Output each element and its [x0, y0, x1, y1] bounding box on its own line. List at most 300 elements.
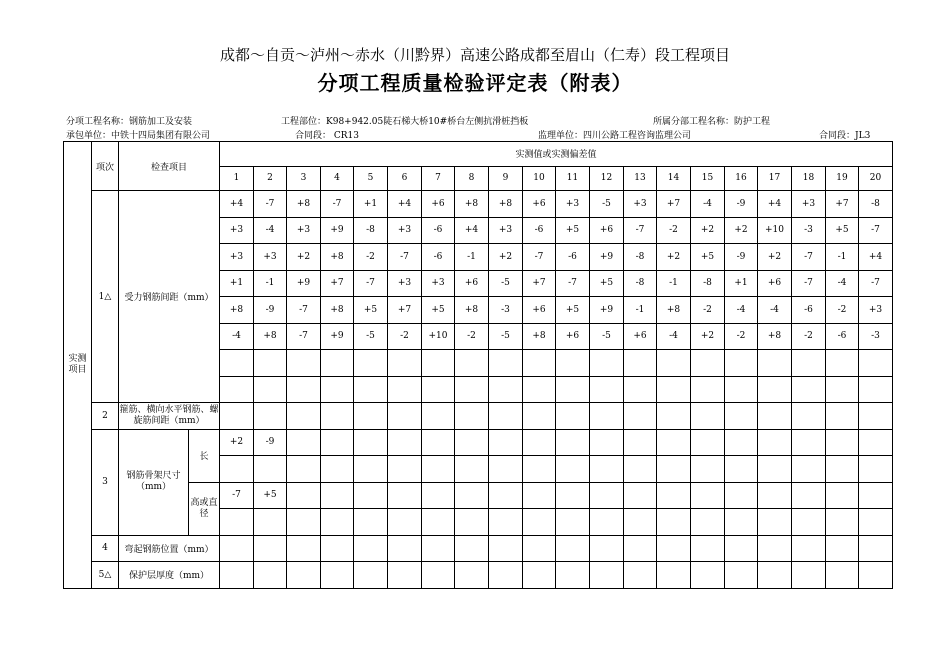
measured-value: +1 — [354, 191, 388, 218]
measured-value: -5 — [590, 323, 624, 350]
measured-value: -3 — [859, 323, 893, 350]
measured-value: +8 — [220, 297, 254, 324]
empty-cell — [826, 482, 859, 509]
empty-cell — [624, 535, 657, 562]
empty-cell — [455, 535, 489, 562]
column-number: 12 — [590, 166, 624, 191]
measured-value: -1 — [657, 270, 691, 297]
measured-value: -1 — [455, 244, 489, 271]
empty-cell — [556, 456, 590, 483]
empty-cell — [725, 482, 758, 509]
empty-cell — [624, 403, 657, 430]
measured-value: +9 — [590, 244, 624, 271]
empty-cell — [220, 509, 254, 536]
empty-cell — [657, 376, 691, 403]
empty-cell — [657, 429, 691, 456]
empty-cell — [287, 535, 321, 562]
measured-value: +2 — [220, 429, 254, 456]
empty-cell — [254, 350, 287, 377]
empty-cell — [422, 482, 455, 509]
empty-cell — [691, 482, 725, 509]
measured-value: +8 — [657, 297, 691, 324]
empty-cell — [287, 429, 321, 456]
column-number: 17 — [758, 166, 792, 191]
empty-cell — [859, 535, 893, 562]
measured-value: +8 — [287, 191, 321, 218]
measured-value: -6 — [792, 297, 826, 324]
empty-cell — [657, 403, 691, 430]
measured-value: +7 — [388, 297, 422, 324]
column-number: 10 — [523, 166, 556, 191]
sub-item-length: 长 — [189, 429, 220, 482]
empty-cell — [590, 376, 624, 403]
empty-cell — [624, 350, 657, 377]
empty-cell — [657, 350, 691, 377]
measured-value: +2 — [657, 244, 691, 271]
empty-cell — [455, 482, 489, 509]
empty-cell — [859, 482, 893, 509]
measured-value: +2 — [691, 217, 725, 244]
measured-value: -4 — [826, 270, 859, 297]
empty-cell — [254, 376, 287, 403]
empty-cell — [354, 562, 388, 589]
empty-cell — [624, 562, 657, 589]
measured-value: -9 — [725, 191, 758, 218]
empty-cell — [455, 403, 489, 430]
empty-cell — [523, 350, 556, 377]
measured-value: +3 — [220, 217, 254, 244]
empty-cell — [792, 350, 826, 377]
empty-cell — [489, 456, 523, 483]
empty-cell — [590, 562, 624, 589]
check-item-name: 受力钢筋间距（mm） — [119, 191, 220, 403]
empty-cell — [556, 403, 590, 430]
empty-cell — [590, 482, 624, 509]
empty-cell — [321, 509, 354, 536]
measured-value: -2 — [826, 297, 859, 324]
item-no: 1△ — [92, 191, 119, 403]
measured-value: -4 — [758, 297, 792, 324]
empty-cell — [725, 509, 758, 536]
measured-value: -7 — [859, 270, 893, 297]
measured-value: +4 — [859, 244, 893, 271]
empty-cell — [287, 562, 321, 589]
empty-cell — [859, 350, 893, 377]
measured-value: +5 — [254, 482, 287, 509]
measured-value: -9 — [725, 244, 758, 271]
measured-value: -4 — [725, 297, 758, 324]
empty-cell — [220, 456, 254, 483]
empty-cell — [354, 350, 388, 377]
empty-cell — [254, 509, 287, 536]
empty-cell — [455, 562, 489, 589]
empty-cell — [422, 562, 455, 589]
check-item-name: 箍筋、横向水平钢筋、螺旋筋间距（mm） — [119, 403, 220, 430]
measured-value: +8 — [321, 244, 354, 271]
measured-value: -7 — [556, 270, 590, 297]
measured-value: +7 — [657, 191, 691, 218]
empty-cell — [388, 456, 422, 483]
column-number: 2 — [254, 166, 287, 191]
measured-value: +3 — [489, 217, 523, 244]
measured-value: -5 — [489, 270, 523, 297]
empty-cell — [523, 535, 556, 562]
measured-value: +3 — [220, 244, 254, 271]
empty-cell — [657, 535, 691, 562]
empty-cell — [725, 429, 758, 456]
empty-cell — [220, 562, 254, 589]
empty-cell — [354, 429, 388, 456]
measured-value: +3 — [388, 217, 422, 244]
empty-cell — [220, 403, 254, 430]
measured-value: -5 — [590, 191, 624, 218]
empty-cell — [657, 456, 691, 483]
empty-cell — [691, 350, 725, 377]
measured-value: +6 — [590, 217, 624, 244]
column-number: 6 — [388, 166, 422, 191]
measured-value: -7 — [792, 244, 826, 271]
check-item-name: 保护层厚度（mm） — [119, 562, 220, 589]
empty-cell — [758, 376, 792, 403]
measured-value: +7 — [826, 191, 859, 218]
empty-cell — [354, 482, 388, 509]
empty-cell — [287, 509, 321, 536]
empty-cell — [489, 403, 523, 430]
measured-value: +2 — [287, 244, 321, 271]
measured-value: +3 — [287, 217, 321, 244]
measured-value: +8 — [321, 297, 354, 324]
measured-value: +3 — [388, 270, 422, 297]
subitem-name: 分项工程名称：钢筋加工及安装 — [66, 117, 193, 127]
empty-cell — [826, 562, 859, 589]
measured-value: +4 — [758, 191, 792, 218]
measured-value: -2 — [455, 323, 489, 350]
measured-value: -6 — [422, 244, 455, 271]
form-title: 分项工程质量检验评定表（附表） — [317, 71, 633, 95]
measured-value: +6 — [523, 191, 556, 218]
measured-value: +9 — [590, 297, 624, 324]
column-number: 20 — [859, 166, 893, 191]
measured-value: -9 — [254, 429, 287, 456]
empty-cell — [321, 429, 354, 456]
empty-cell — [590, 403, 624, 430]
measured-value: -8 — [354, 217, 388, 244]
empty-cell — [859, 509, 893, 536]
empty-cell — [556, 376, 590, 403]
measured-value: +3 — [624, 191, 657, 218]
column-number: 16 — [725, 166, 758, 191]
measured-value: -7 — [321, 191, 354, 218]
division-name: 所属分部工程名称：防护工程 — [653, 117, 771, 127]
empty-cell — [826, 456, 859, 483]
empty-cell — [859, 376, 893, 403]
measured-value: -7 — [254, 191, 287, 218]
measured-value: -4 — [657, 323, 691, 350]
measured-value: -7 — [523, 244, 556, 271]
column-number: 5 — [354, 166, 388, 191]
empty-cell — [422, 456, 455, 483]
measured-value: +6 — [758, 270, 792, 297]
empty-cell — [354, 535, 388, 562]
empty-cell — [556, 429, 590, 456]
item-no: 2 — [92, 403, 119, 430]
empty-cell — [489, 482, 523, 509]
empty-cell — [758, 429, 792, 456]
column-number: 3 — [287, 166, 321, 191]
empty-cell — [287, 350, 321, 377]
measured-value: -7 — [388, 244, 422, 271]
project-title: 成都～自贡～泸州～赤水（川黔界）高速公路成都至眉山（仁寿）段工程项目 — [219, 46, 730, 64]
empty-cell — [657, 562, 691, 589]
empty-cell — [321, 376, 354, 403]
measured-value: +4 — [388, 191, 422, 218]
column-number: 7 — [422, 166, 455, 191]
measured-value: +9 — [287, 270, 321, 297]
measured-value: +5 — [826, 217, 859, 244]
empty-cell — [388, 562, 422, 589]
measured-value: +8 — [455, 191, 489, 218]
empty-cell — [826, 350, 859, 377]
measured-value: -7 — [220, 482, 254, 509]
empty-cell — [826, 376, 859, 403]
item-no: 4 — [92, 535, 119, 562]
measured-value: -9 — [254, 297, 287, 324]
empty-cell — [388, 535, 422, 562]
empty-cell — [556, 509, 590, 536]
group-label: 实测 项目 — [64, 142, 92, 589]
measured-value: +9 — [321, 217, 354, 244]
measured-value: -7 — [859, 217, 893, 244]
empty-cell — [556, 350, 590, 377]
measured-value: +5 — [691, 244, 725, 271]
empty-cell — [792, 562, 826, 589]
empty-cell — [590, 456, 624, 483]
measured-value: -7 — [287, 297, 321, 324]
measured-value: -4 — [691, 191, 725, 218]
item-no-header: 项次 — [92, 142, 119, 191]
empty-cell — [523, 482, 556, 509]
measured-value: +5 — [556, 297, 590, 324]
empty-cell — [758, 482, 792, 509]
empty-cell — [422, 403, 455, 430]
empty-cell — [422, 376, 455, 403]
empty-cell — [287, 482, 321, 509]
measured-value: +6 — [556, 323, 590, 350]
empty-cell — [321, 482, 354, 509]
measured-value: -2 — [657, 217, 691, 244]
empty-cell — [792, 376, 826, 403]
inspection-table — [63, 141, 893, 589]
empty-cell — [758, 456, 792, 483]
measured-value: +4 — [220, 191, 254, 218]
empty-cell — [489, 376, 523, 403]
measured-value: -7 — [624, 217, 657, 244]
measured-value: -2 — [725, 323, 758, 350]
measured-value: -2 — [354, 244, 388, 271]
measured-value: -2 — [388, 323, 422, 350]
measured-value: -8 — [859, 191, 893, 218]
empty-cell — [590, 509, 624, 536]
measured-value: -7 — [354, 270, 388, 297]
empty-cell — [691, 562, 725, 589]
check-item-name: 弯起钢筋位置（mm） — [119, 535, 220, 562]
measured-value: +2 — [691, 323, 725, 350]
measured-value: -6 — [826, 323, 859, 350]
empty-cell — [725, 535, 758, 562]
empty-cell — [254, 562, 287, 589]
measured-value: -2 — [691, 297, 725, 324]
empty-cell — [792, 456, 826, 483]
empty-cell — [826, 509, 859, 536]
empty-cell — [792, 403, 826, 430]
empty-cell — [826, 429, 859, 456]
empty-cell — [691, 429, 725, 456]
empty-cell — [321, 350, 354, 377]
empty-cell — [422, 509, 455, 536]
item-no: 3 — [92, 429, 119, 535]
measured-value: +2 — [725, 217, 758, 244]
empty-cell — [455, 376, 489, 403]
empty-cell — [254, 456, 287, 483]
measured-value: +8 — [489, 191, 523, 218]
measured-value: +8 — [523, 323, 556, 350]
empty-cell — [388, 350, 422, 377]
measured-value: +3 — [422, 270, 455, 297]
empty-cell — [758, 403, 792, 430]
empty-cell — [859, 429, 893, 456]
empty-cell — [624, 509, 657, 536]
empty-cell — [388, 429, 422, 456]
column-number: 19 — [826, 166, 859, 191]
empty-cell — [388, 403, 422, 430]
empty-cell — [220, 535, 254, 562]
empty-cell — [489, 562, 523, 589]
sub-item-height: 高或直径 — [189, 482, 220, 535]
empty-cell — [388, 509, 422, 536]
measured-value: +3 — [254, 244, 287, 271]
empty-cell — [590, 535, 624, 562]
empty-cell — [287, 456, 321, 483]
empty-cell — [422, 350, 455, 377]
empty-cell — [725, 403, 758, 430]
empty-cell — [590, 350, 624, 377]
measured-value: +5 — [556, 217, 590, 244]
measured-value: -6 — [523, 217, 556, 244]
empty-cell — [792, 482, 826, 509]
empty-cell — [725, 376, 758, 403]
empty-cell — [321, 456, 354, 483]
measured-value: +6 — [624, 323, 657, 350]
check-item-header: 检查项目 — [119, 142, 220, 191]
empty-cell — [826, 403, 859, 430]
measured-value: -3 — [489, 297, 523, 324]
empty-cell — [624, 482, 657, 509]
measured-value: -1 — [254, 270, 287, 297]
measured-value: -4 — [254, 217, 287, 244]
measured-value: -8 — [624, 244, 657, 271]
measured-value: +3 — [792, 191, 826, 218]
empty-cell — [388, 376, 422, 403]
measured-value: -5 — [489, 323, 523, 350]
empty-cell — [455, 456, 489, 483]
empty-cell — [691, 376, 725, 403]
empty-cell — [523, 562, 556, 589]
empty-cell — [254, 403, 287, 430]
measured-value: +10 — [758, 217, 792, 244]
measured-value: +2 — [758, 244, 792, 271]
measured-value: +8 — [758, 323, 792, 350]
empty-cell — [489, 535, 523, 562]
measured-value: +6 — [422, 191, 455, 218]
empty-cell — [556, 562, 590, 589]
measured-value: +1 — [725, 270, 758, 297]
measured-value: +1 — [220, 270, 254, 297]
empty-cell — [758, 509, 792, 536]
measured-value: +2 — [489, 244, 523, 271]
measured-value: -1 — [624, 297, 657, 324]
measured-value: +5 — [422, 297, 455, 324]
measured-value: +8 — [455, 297, 489, 324]
empty-cell — [725, 350, 758, 377]
measured-value: +3 — [556, 191, 590, 218]
column-number: 4 — [321, 166, 354, 191]
empty-cell — [422, 429, 455, 456]
empty-cell — [624, 456, 657, 483]
measured-value: -4 — [220, 323, 254, 350]
item-no: 5△ — [92, 562, 119, 589]
empty-cell — [691, 509, 725, 536]
contractor: 承包单位：中铁十四局集团有限公司 — [66, 131, 211, 141]
measured-value: +7 — [321, 270, 354, 297]
empty-cell — [859, 403, 893, 430]
empty-cell — [321, 403, 354, 430]
empty-cell — [826, 535, 859, 562]
empty-cell — [657, 482, 691, 509]
measured-value: +8 — [254, 323, 287, 350]
measured-value: -7 — [792, 270, 826, 297]
measured-value: -8 — [691, 270, 725, 297]
column-number: 13 — [624, 166, 657, 191]
measured-value: -2 — [792, 323, 826, 350]
measured-value: +4 — [455, 217, 489, 244]
empty-cell — [422, 535, 455, 562]
empty-cell — [455, 509, 489, 536]
empty-cell — [657, 509, 691, 536]
empty-cell — [489, 509, 523, 536]
check-item-name: 钢筋骨架尺寸（mm） — [119, 429, 189, 535]
measured-value: -7 — [287, 323, 321, 350]
empty-cell — [455, 350, 489, 377]
empty-cell — [354, 376, 388, 403]
column-number: 9 — [489, 166, 523, 191]
empty-cell — [792, 535, 826, 562]
measured-value: +6 — [523, 297, 556, 324]
measured-value: +6 — [455, 270, 489, 297]
empty-cell — [556, 535, 590, 562]
column-number: 11 — [556, 166, 590, 191]
empty-cell — [321, 535, 354, 562]
empty-cell — [523, 403, 556, 430]
empty-cell — [758, 535, 792, 562]
empty-cell — [590, 429, 624, 456]
empty-cell — [254, 535, 287, 562]
empty-cell — [725, 456, 758, 483]
supervisor-section: 合同段：JL3 — [819, 131, 871, 141]
empty-cell — [388, 482, 422, 509]
empty-cell — [354, 403, 388, 430]
measured-value: -8 — [624, 270, 657, 297]
empty-cell — [624, 376, 657, 403]
